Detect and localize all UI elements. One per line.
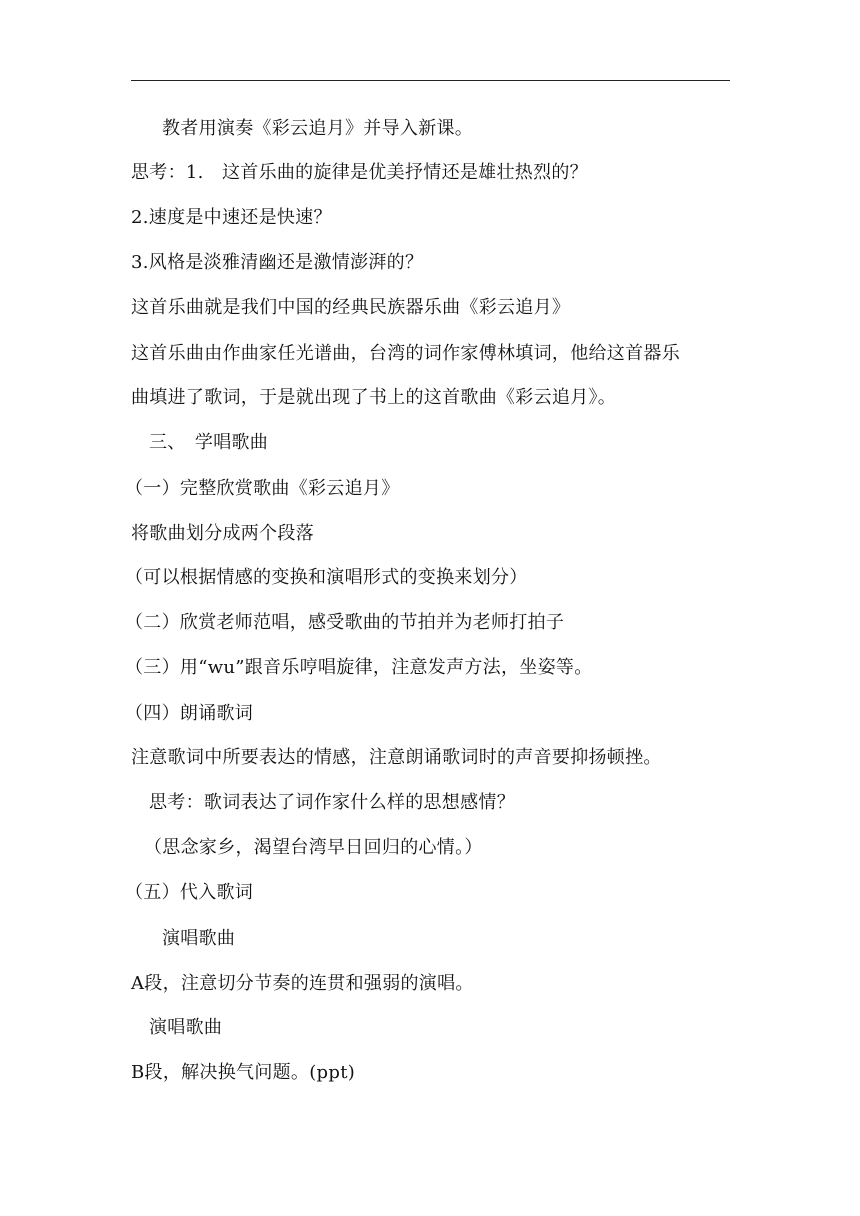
sing-song-a-label: 演唱歌曲 bbox=[162, 928, 236, 949]
step-4-question: 思考：歌词表达了词作家什么样的思想感情？ bbox=[149, 792, 515, 813]
intro-answer: 这首乐曲就是我们中国的经典民族器乐曲《彩云追月》 bbox=[131, 297, 571, 318]
intro-line: 教者用演奏《彩云追月》并导入新课。 bbox=[162, 118, 474, 139]
section-a-note: A段，注意切分节奏的连贯和强弱的演唱。 bbox=[131, 973, 474, 994]
step-1-note: 将歌曲划分成两个段落 bbox=[131, 523, 314, 544]
section-b-note: B段，解决换气问题。(ppt) bbox=[131, 1062, 356, 1083]
step-4-answer: （思念家乡，渴望台湾早日回归的心情。） bbox=[144, 837, 483, 858]
question-1: 思考：1. 这首乐曲的旋律是优美抒情还是雄壮热烈的？ bbox=[131, 162, 588, 183]
step-4: （四）朗诵歌词 bbox=[125, 703, 254, 724]
step-4-note: 注意歌词中所要表达的情感，注意朗诵歌词时的声音要抑扬顿挫。 bbox=[131, 747, 662, 768]
step-1-detail: （可以根据情感的变换和演唱形式的变换来划分） bbox=[125, 567, 528, 588]
composer-info-line-2: 曲填进了歌词，于是就出现了书上的这首歌曲《彩云追月》。 bbox=[131, 387, 617, 408]
sing-song-b-label: 演唱歌曲 bbox=[149, 1017, 223, 1038]
step-1: （一）完整欣赏歌曲《彩云追月》 bbox=[125, 478, 400, 499]
step-2: （二）欣赏老师范唱，感受歌曲的节拍并为老师打拍子 bbox=[125, 612, 565, 633]
composer-info-line-1: 这首乐曲由作曲家任光谱曲，台湾的词作家傅林填词，他给这首器乐 bbox=[131, 343, 680, 364]
section-heading: 三、 学唱歌曲 bbox=[149, 432, 269, 453]
step-3: （三）用“wu”跟音乐哼唱旋律，注意发声方法，坐姿等。 bbox=[125, 657, 593, 678]
question-2: 2.速度是中速还是快速？ bbox=[131, 207, 332, 228]
step-5: （五）代入歌词 bbox=[125, 882, 254, 903]
header-rule bbox=[131, 80, 730, 81]
question-3: 3.风格是淡雅清幽还是激情澎湃的？ bbox=[131, 252, 424, 273]
